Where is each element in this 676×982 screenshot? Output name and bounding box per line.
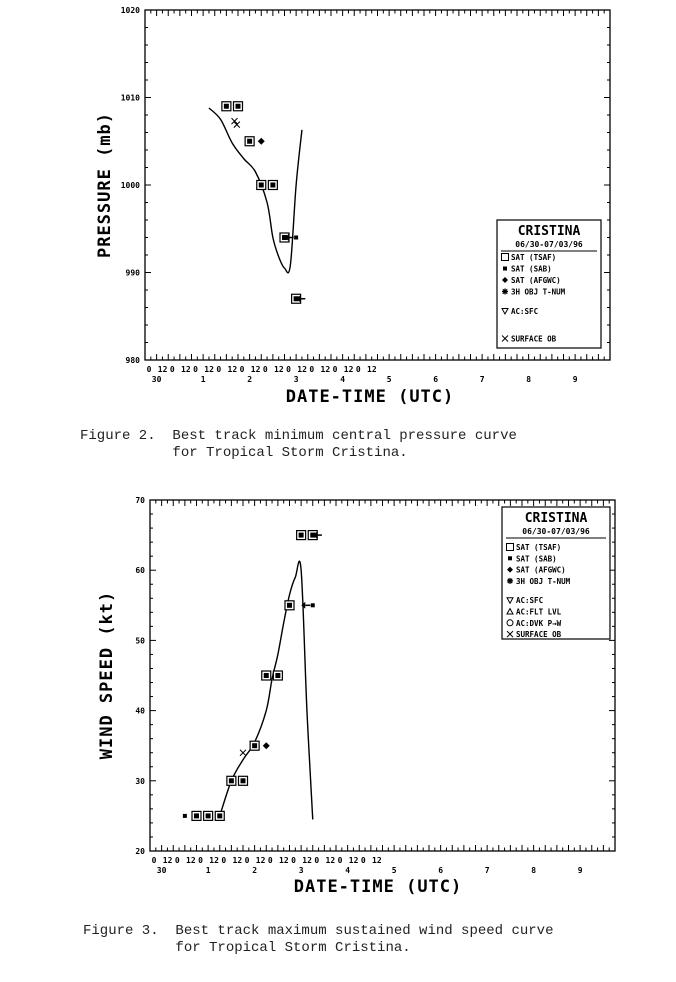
legend-entry-label: SAT (AFGWC) xyxy=(516,565,566,575)
y-tick-label: 40 xyxy=(135,706,145,716)
series-x xyxy=(232,118,240,128)
x-hour-label: 0 xyxy=(332,365,338,374)
series-x xyxy=(240,750,246,756)
x-hour-label: 12 xyxy=(274,365,284,374)
legend-star-icon xyxy=(502,289,508,295)
x-hour-label: 0 xyxy=(193,365,198,374)
legend-star-icon xyxy=(507,578,513,584)
tsaf-square-inner xyxy=(275,673,280,678)
legend-open-square-icon xyxy=(502,254,509,261)
x-hour-label: 0 xyxy=(151,856,157,865)
x-day-label: 7 xyxy=(484,866,490,875)
x-hour-label: 0 xyxy=(244,856,250,865)
x-day-label: 5 xyxy=(386,375,392,384)
legend-filled-square-icon xyxy=(503,267,507,271)
legend-entry-label: AC:SFC xyxy=(516,596,544,606)
wind-speed-chart xyxy=(0,490,676,900)
legend-entry-label: SAT (SAB) xyxy=(511,264,552,274)
x-hour-label: 12 xyxy=(343,365,354,374)
tsaf-square-inner xyxy=(264,673,269,678)
x-hour-label: 0 xyxy=(337,856,343,865)
figure-3-caption xyxy=(83,923,553,957)
x-hour-label: 0 xyxy=(262,365,268,374)
x-hour-label: 0 xyxy=(221,856,227,865)
best-track-curve xyxy=(209,108,302,273)
legend-circle-icon xyxy=(507,620,513,626)
y-tick-label: 1020 xyxy=(120,6,140,15)
x-hour-label: 12 xyxy=(186,856,196,865)
x-hour-label: 12 xyxy=(348,856,359,865)
tsaf-square-inner xyxy=(299,533,304,538)
figure-2-caption xyxy=(80,428,517,462)
series-arrow xyxy=(285,234,306,302)
x-hour-label: 12 xyxy=(297,365,307,374)
afgwc-diamond-marker xyxy=(263,742,270,749)
legend-entry-label: SURFACE OB xyxy=(511,334,557,344)
x-hour-label: 0 xyxy=(146,365,152,374)
x-day-label: 1 xyxy=(200,375,206,384)
tsaf-square-inner xyxy=(287,603,292,608)
y-tick-label: 60 xyxy=(135,566,145,576)
x-day-label: 5 xyxy=(391,866,397,875)
tsaf-square-inner xyxy=(206,813,211,818)
legend-open-square-icon xyxy=(507,544,514,551)
figure-3-caption-line1: Figure 3. Best track maximum sustained wind speed curve xyxy=(83,923,554,939)
x-hour-label: 12 xyxy=(320,365,331,374)
x-day-label: 8 xyxy=(526,375,532,384)
x-day-label: 1 xyxy=(205,866,211,875)
chart-svg xyxy=(0,0,676,410)
x-hour-label: 12 xyxy=(279,856,289,865)
series-diamond xyxy=(263,742,270,749)
x-hour-label: 0 xyxy=(309,365,315,374)
x-day-label: 6 xyxy=(433,375,439,384)
y-tick-label: 990 xyxy=(125,268,140,278)
x-hour-label: 12 xyxy=(255,856,266,865)
legend-title: CRISTINA xyxy=(524,511,588,526)
tsaf-square-inner xyxy=(259,183,264,188)
figure-2-caption-line1: Figure 2. Best track minimum central pressure curve xyxy=(80,428,517,444)
tsaf-square-inner xyxy=(247,139,252,144)
chart-svg xyxy=(0,490,676,900)
x-day-label: 4 xyxy=(340,375,346,384)
x-day-label: 9 xyxy=(572,375,578,384)
y-axis-title: PRESSURE (mb) xyxy=(95,111,115,259)
series-double-square xyxy=(192,531,317,821)
figure-3-caption-line2: for Tropical Storm Cristina. xyxy=(83,940,411,956)
y-tick-label: 30 xyxy=(135,776,145,786)
x-hour-label: 12 xyxy=(250,365,261,374)
x-day-label: 2 xyxy=(252,866,258,875)
sab-square-marker xyxy=(183,814,187,818)
legend-entry-label: AC:SFC xyxy=(511,307,539,316)
series-arrow xyxy=(301,532,322,609)
tsaf-square-inner xyxy=(217,813,222,818)
legend-entry-label: SURFACE OB xyxy=(516,630,562,640)
x-day-label: 8 xyxy=(531,866,537,875)
x-day-label: 9 xyxy=(577,866,583,875)
series-diamond xyxy=(258,138,265,145)
y-tick-label: 1010 xyxy=(120,93,140,103)
x-hour-label: 0 xyxy=(169,365,175,374)
x-day-label: 30 xyxy=(156,866,167,875)
legend-entry-label: SAT (SAB) xyxy=(516,554,557,564)
y-tick-label: 1000 xyxy=(120,181,140,190)
legend-entry-label: SAT (TSAF) xyxy=(511,253,557,262)
x-hour-label: 0 xyxy=(174,856,180,865)
tsaf-square-inner xyxy=(229,778,234,783)
x-hour-label: 0 xyxy=(267,856,273,865)
figure-2-caption-line2: for Tropical Storm Cristina. xyxy=(80,445,408,461)
legend-entry-label: 3H OBJ T-NUM xyxy=(516,576,571,586)
legend-dates: 06/30-07/03/96 xyxy=(515,240,583,249)
tsaf-square-inner xyxy=(241,778,246,783)
x-hour-label: 12 xyxy=(209,856,219,865)
tsaf-square-inner xyxy=(270,183,275,188)
y-tick-label: 980 xyxy=(125,356,140,365)
x-hour-label: 0 xyxy=(239,365,245,374)
x-hour-label: 12 xyxy=(372,856,382,865)
x-day-label: 3 xyxy=(293,375,299,384)
x-day-label: 2 xyxy=(247,375,253,384)
x-day-label: 7 xyxy=(479,375,485,384)
x-axis-title: DATE-TIME (UTC) xyxy=(285,387,455,407)
legend xyxy=(497,220,601,348)
tsaf-square-inner xyxy=(194,813,199,818)
x-hour-label: 0 xyxy=(314,856,320,865)
sab-square-marker xyxy=(294,236,298,240)
x-hour-label: 12 xyxy=(325,856,336,865)
x-hour-label: 0 xyxy=(360,856,366,865)
x-hour-label: 12 xyxy=(162,856,173,865)
legend-entry-label: AC:FLT LVL xyxy=(516,607,562,617)
legend-filled-square-icon xyxy=(508,556,512,560)
legend-entry-label: SAT (AFGWC) xyxy=(511,276,561,285)
x-day-label: 30 xyxy=(151,375,162,384)
afgwc-diamond-marker xyxy=(258,138,265,145)
x-hour-label: 12 xyxy=(227,365,238,374)
legend-title: CRISTINA xyxy=(517,224,581,239)
series-small-square xyxy=(183,603,315,818)
x-hour-label: 12 xyxy=(204,365,214,374)
x-hour-label: 0 xyxy=(286,365,291,374)
y-tick-label: 50 xyxy=(135,636,145,646)
tsaf-square-inner xyxy=(252,743,257,748)
x-hour-label: 12 xyxy=(181,365,191,374)
tsaf-square-inner xyxy=(224,104,229,109)
y-axis-title: WIND SPEED (kt) xyxy=(97,590,117,760)
x-hour-label: 0 xyxy=(355,365,361,374)
x-hour-label: 0 xyxy=(216,365,222,374)
x-hour-label: 12 xyxy=(232,856,243,865)
y-tick-label: 70 xyxy=(135,496,145,505)
legend-entry-label: SAT (TSAF) xyxy=(516,543,562,552)
x-hour-label: 12 xyxy=(157,365,168,374)
x-day-label: 4 xyxy=(345,866,351,875)
x-day-label: 3 xyxy=(298,866,304,875)
legend-entry-label: 3H OBJ T-NUM xyxy=(511,287,566,297)
x-day-label: 6 xyxy=(438,866,444,875)
legend-entry-label: AC:DVK P→W xyxy=(516,618,562,628)
x-hour-label: 0 xyxy=(198,856,203,865)
x-hour-label: 12 xyxy=(302,856,312,865)
y-tick-label: 20 xyxy=(135,847,145,856)
pressure-chart xyxy=(0,0,676,410)
legend xyxy=(502,507,610,639)
x-hour-label: 0 xyxy=(291,856,296,865)
sab-square-marker xyxy=(311,603,315,607)
series-small-square xyxy=(294,236,298,240)
x-axis-title: DATE-TIME (UTC) xyxy=(293,877,463,897)
tsaf-square-inner xyxy=(236,104,241,109)
legend-dates: 06/30-07/03/96 xyxy=(522,527,590,536)
x-hour-label: 12 xyxy=(367,365,377,374)
